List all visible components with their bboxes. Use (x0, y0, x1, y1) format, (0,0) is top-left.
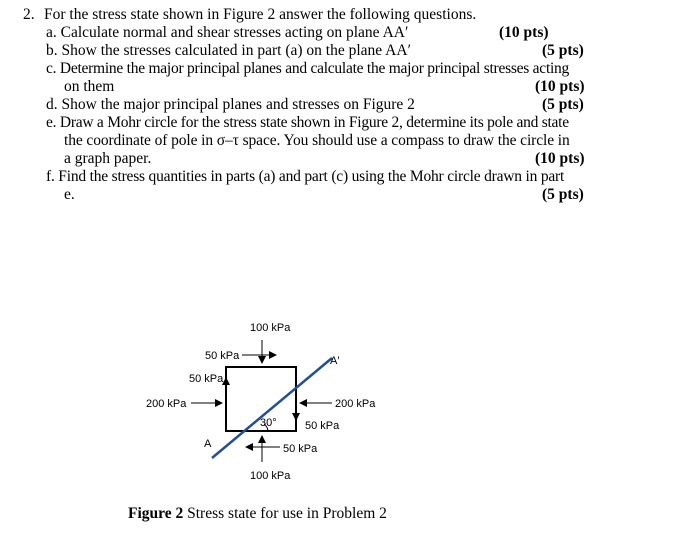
label-right-shear: 50 kPa (305, 420, 340, 432)
part-f-line1: f. Find the stress quantities in parts (a) and part (c) using the Mohr circle drawn in part (46, 168, 565, 185)
part-e-line1: e. Draw a Mohr circle for the stress state shown in Figure 2, determine its pole and state (46, 114, 569, 131)
part-a-text: a. Calculate normal and shear stresses acting on plane AA′ (46, 24, 409, 41)
figure-caption-text: Stress state for use in Problem 2 (183, 505, 387, 522)
label-plane-a-prime: A′ (330, 355, 340, 367)
label-bottom-normal: 100 kPa (250, 470, 291, 482)
figure-caption-label: Figure 2 (128, 505, 184, 522)
part-c-line2: on them (64, 78, 115, 95)
label-left-shear: 50 kPa (189, 373, 224, 385)
part-a-points: (10 pts) (499, 24, 549, 41)
part-d-points: (5 pts) (542, 96, 584, 113)
label-bottom-shear: 50 kPa (283, 443, 318, 455)
part-e-line3: a graph paper. (64, 150, 152, 167)
part-b-text: b. Show the stresses calculated in part (a) on the plane AA′ (46, 42, 411, 59)
figure-caption (128, 505, 387, 523)
label-plane-a: A (204, 438, 212, 450)
label-left-normal: 200 kPa (146, 398, 187, 410)
part-f-line2: e. (64, 186, 75, 203)
part-e-line2: the coordinate of pole in σ–τ space. You should use a compass to draw the circle in (64, 132, 570, 149)
label-angle: 30° (260, 417, 277, 429)
part-d-text: d. Show the major principal planes and stresses on Figure 2 (46, 96, 415, 113)
part-f-points: (5 pts) (542, 186, 584, 203)
part-b-points: (5 pts) (542, 42, 584, 59)
part-c-line1: c. Determine the major principal planes and calculate the major principal stresses acting (46, 60, 570, 77)
label-right-normal: 200 kPa (335, 398, 376, 410)
part-e-points: (10 pts) (535, 150, 585, 167)
part-c-points: (10 pts) (535, 78, 585, 95)
label-top-shear: 50 kPa (205, 350, 240, 362)
label-top-normal: 100 kPa (250, 322, 291, 334)
problem-number: 2. (23, 6, 35, 23)
problem-intro: For the stress state shown in Figure 2 answer the following questions. (44, 6, 477, 23)
